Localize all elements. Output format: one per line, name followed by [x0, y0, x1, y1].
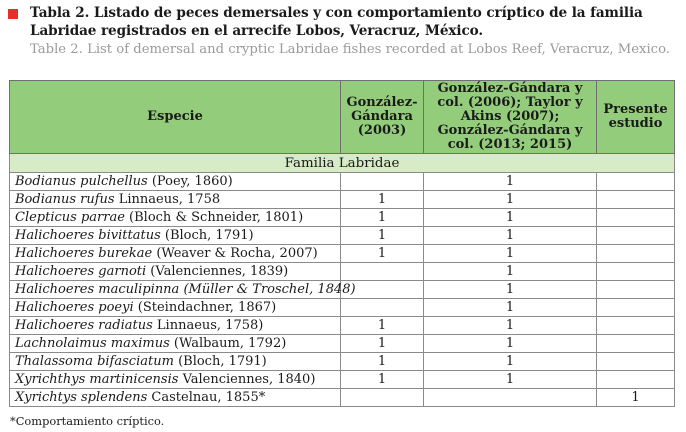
table-row	[10, 227, 675, 245]
record-cell-c3	[597, 317, 675, 335]
record-cell-c2: 1	[424, 173, 597, 191]
species-cell	[10, 335, 341, 353]
species-authority: (Poey, 1860)	[151, 174, 233, 189]
species-cell	[10, 371, 341, 389]
family-label: Familia Labridae	[10, 154, 675, 173]
record-cell-c2: 1	[424, 335, 597, 353]
table-row	[10, 245, 675, 263]
record-cell-c3	[597, 335, 675, 353]
record-cell-c2: 1	[424, 209, 597, 227]
species-name: Halichoeres poeyi	[15, 300, 134, 315]
record-cell-c2: 1	[424, 263, 597, 281]
species-cell	[10, 173, 341, 191]
species-name: Halichoeres garnoti	[15, 264, 147, 279]
record-cell-c2: 1	[424, 281, 597, 299]
record-cell-c2: 1	[424, 371, 597, 389]
record-cell-c2: 1	[424, 353, 597, 371]
record-cell-c1	[341, 173, 424, 191]
record-cell-c3	[597, 371, 675, 389]
species-authority: Valenciennes, 1840)	[182, 372, 316, 387]
record-cell-c3	[597, 353, 675, 371]
record-cell-c2: 1	[424, 245, 597, 263]
table-row	[10, 191, 675, 209]
header-species: Especie	[10, 81, 341, 154]
caption-title-en: Table 2. List of demersal and cryptic Labridae fishes recorded at Lobos Reef, Veracruz, Mexico.	[30, 42, 670, 57]
table-row	[10, 299, 675, 317]
species-name: Bodianus pulchellus	[15, 174, 148, 189]
species-cell	[10, 389, 341, 407]
record-cell-c2: 1	[424, 227, 597, 245]
species-authority: (Steindachner, 1867)	[137, 300, 277, 315]
record-cell-c3	[597, 209, 675, 227]
species-cell	[10, 317, 341, 335]
table-row	[10, 335, 675, 353]
species-name: Clepticus parrae	[15, 210, 125, 225]
record-cell-c1: 1	[341, 191, 424, 209]
header-gonzalez-2006-2015: González-Gándara y col. (2006); Taylor y Akins (2007); González-Gándara y col. (2013; 2015)	[424, 81, 597, 154]
table-body	[10, 154, 675, 407]
species-name: Lachnolaimus maximus	[15, 336, 170, 351]
record-cell-c1	[341, 263, 424, 281]
record-cell-c1: 1	[341, 227, 424, 245]
species-name: Xyrichtys splendens	[15, 390, 148, 405]
species-cell	[10, 245, 341, 263]
record-cell-c2: 1	[424, 317, 597, 335]
table-caption	[8, 4, 680, 58]
table-row	[10, 209, 675, 227]
record-cell-c1: 1	[341, 245, 424, 263]
record-cell-c2: 1	[424, 191, 597, 209]
species-authority: (Weaver & Rocha, 2007)	[156, 246, 318, 261]
footnote: *Comportamiento críptico.	[10, 414, 165, 428]
table-row	[10, 281, 675, 299]
table-row	[10, 263, 675, 281]
species-authority: (Müller & Troschel, 1848)	[183, 282, 356, 297]
table-row	[10, 371, 675, 389]
record-cell-c3	[597, 245, 675, 263]
species-authority: (Valenciennes, 1839)	[150, 264, 289, 279]
header-gonzalez-2003: González-Gándara (2003)	[341, 81, 424, 154]
record-cell-c1: 1	[341, 317, 424, 335]
record-cell-c3	[597, 191, 675, 209]
species-table	[9, 80, 675, 407]
species-cell	[10, 263, 341, 281]
species-cell	[10, 209, 341, 227]
record-cell-c1: 1	[341, 353, 424, 371]
species-authority: (Bloch, 1791)	[178, 354, 267, 369]
red-square-icon	[8, 9, 18, 19]
species-cell	[10, 353, 341, 371]
record-cell-c1: 1	[341, 335, 424, 353]
record-cell-c1: 1	[341, 209, 424, 227]
record-cell-c1	[341, 389, 424, 407]
species-authority: (Bloch, 1791)	[164, 228, 254, 243]
record-cell-c2: 1	[424, 299, 597, 317]
species-cell	[10, 191, 341, 209]
species-name: Thalassoma bifasciatum	[15, 354, 174, 369]
species-name: Xyrichthys martinicensis	[15, 372, 179, 387]
species-name: Halichoeres radiatus	[15, 318, 153, 333]
record-cell-c1: 1	[341, 371, 424, 389]
table-row	[10, 173, 675, 191]
table-row	[10, 317, 675, 335]
species-authority: Linnaeus, 1758	[118, 192, 221, 207]
table-row	[10, 389, 675, 407]
species-name: Halichoeres bivittatus	[15, 228, 161, 243]
species-cell	[10, 299, 341, 317]
record-cell-c3	[597, 173, 675, 191]
record-cell-c3	[597, 281, 675, 299]
record-cell-c3	[597, 227, 675, 245]
record-cell-c2	[424, 389, 597, 407]
species-authority: (Walbaum, 1792)	[173, 336, 287, 351]
species-authority: Castelnau, 1855*	[151, 390, 266, 405]
record-cell-c3	[597, 263, 675, 281]
family-row	[10, 154, 675, 173]
record-cell-c1	[341, 299, 424, 317]
record-cell-c3	[597, 299, 675, 317]
caption-title-es: Tabla 2. Listado de peces demersales y con comportamiento críptico de la familia Labridae registrados en el arrecife Lobos, Veracruz, México.	[30, 5, 643, 39]
species-cell	[10, 227, 341, 245]
species-authority: Linnaeus, 1758)	[156, 318, 264, 333]
table-row	[10, 353, 675, 371]
species-authority: (Bloch & Schneider, 1801)	[129, 210, 304, 225]
record-cell-c3: 1	[597, 389, 675, 407]
species-name: Halichoeres maculipinna	[15, 282, 180, 297]
species-name: Bodianus rufus	[15, 192, 115, 207]
table-header-row	[10, 81, 675, 154]
species-name: Halichoeres burekae	[15, 246, 153, 261]
species-cell	[10, 281, 356, 299]
header-present-study: Presente estudio	[597, 81, 675, 154]
